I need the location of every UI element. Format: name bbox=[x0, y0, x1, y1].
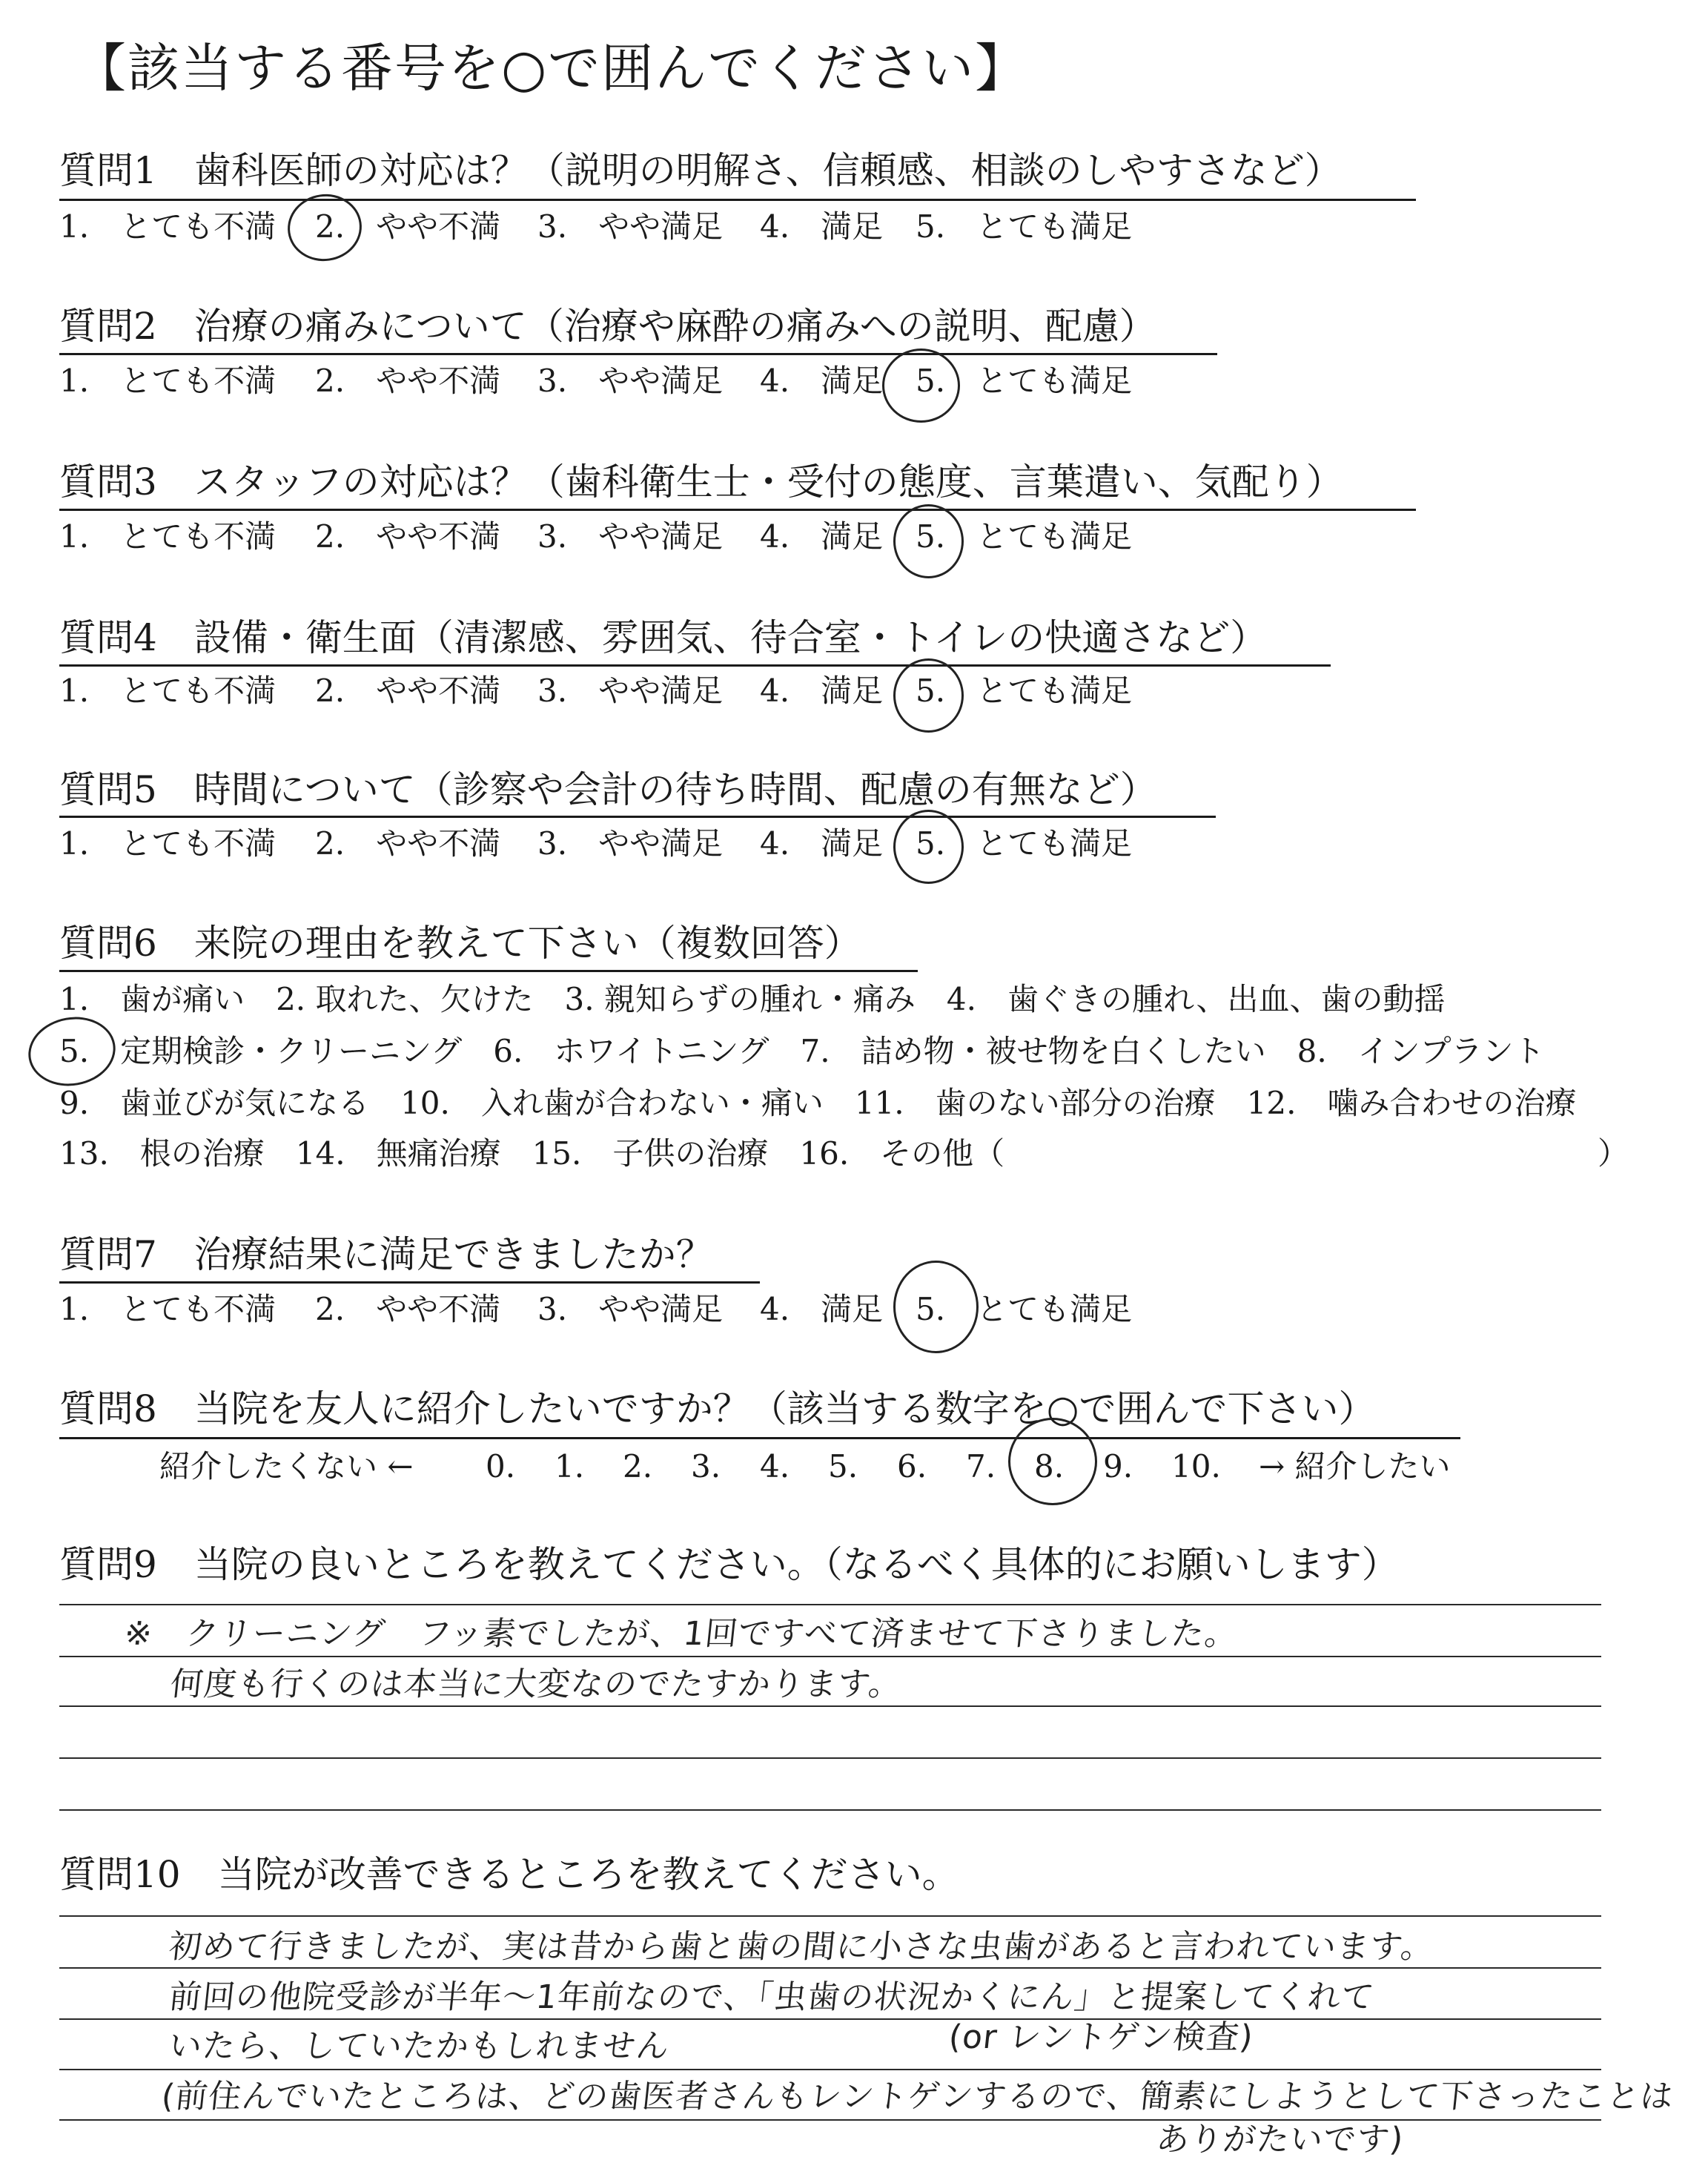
q6-row-1[interactable]: 1. 歯が痛い 2. 取れた、欠けた 3. 親知らずの腫れ・痛み 4. 歯ぐきの腫れ、出血、歯の動揺 bbox=[59, 981, 1446, 1017]
q9-answer-line-5 bbox=[59, 1809, 1601, 1811]
q8-scale-3[interactable]: 3. bbox=[691, 1448, 721, 1484]
q10-answer-line-4 bbox=[59, 2069, 1601, 2070]
q5-option-4[interactable]: 4. 満足 bbox=[760, 825, 884, 862]
q8-left-label: 紹介したくない ← bbox=[159, 1448, 414, 1484]
q10-answer-text-3: いたら、していたかもしれません bbox=[167, 2027, 672, 2065]
q7-option-5[interactable]: 5. とても満足 bbox=[916, 1291, 1133, 1327]
q6-row-3[interactable]: 9. 歯並びが気になる 10. 入れ歯が合わない・痛い 11. 歯のない部分の治療 12. 噛み合わせの治療 bbox=[59, 1085, 1577, 1121]
q9-answer-text-2: 何度も行くのは本当に大変なのでたすかります。 bbox=[168, 1665, 904, 1703]
question-5-title: 質問5 時間について（診察や会計の待ち時間、配慮の有無など） bbox=[59, 768, 1157, 811]
q3-option-5[interactable]: 5. とても満足 bbox=[916, 518, 1133, 555]
q9-answer-line-2 bbox=[59, 1656, 1601, 1657]
q8-scale-8[interactable]: 8. bbox=[1034, 1448, 1065, 1484]
question-1-underline bbox=[59, 199, 1416, 201]
question-9-title: 質問9 当院の良いところを教えてください。（なるべく具体的にお願いします） bbox=[59, 1543, 1399, 1586]
q8-scale-4[interactable]: 4. bbox=[760, 1448, 790, 1484]
q10-answer-text-4: (or レントゲン検査) bbox=[947, 2018, 1256, 2056]
q7-option-1[interactable]: 1. とても不満 bbox=[59, 1291, 277, 1327]
page-title: 【該当する番号を○で囲んでください】 bbox=[74, 38, 1029, 99]
question-10-title: 質問10 当院が改善できるところを教えてください。 bbox=[59, 1853, 959, 1896]
q3-option-2[interactable]: 2. やや不満 bbox=[315, 518, 501, 555]
q8-scale-5[interactable]: 5. bbox=[828, 1448, 858, 1484]
q5-option-2[interactable]: 2. やや不満 bbox=[315, 825, 501, 862]
q7-option-2[interactable]: 2. やや不満 bbox=[315, 1291, 501, 1327]
question-3-underline bbox=[59, 509, 1416, 511]
q5-selection-circle bbox=[893, 810, 964, 884]
question-1-title: 質問1 歯科医師の対応は？（説明の明解さ、信頼感、相談のしやすさなど） bbox=[59, 149, 1342, 192]
q7-option-3[interactable]: 3. やや満足 bbox=[537, 1291, 724, 1327]
q8-scale-6[interactable]: 6. bbox=[897, 1448, 927, 1484]
q10-answer-line-3 bbox=[59, 2018, 1601, 2020]
q8-scale-10[interactable]: 10. bbox=[1171, 1448, 1221, 1484]
q2-option-5[interactable]: 5. とても満足 bbox=[916, 363, 1133, 399]
q6-selection-circle bbox=[23, 1010, 121, 1092]
q1-option-1[interactable]: 1. とても不満 bbox=[59, 208, 277, 245]
question-6-underline bbox=[59, 970, 918, 972]
q8-scale-9[interactable]: 9. bbox=[1103, 1448, 1133, 1484]
q2-option-4[interactable]: 4. 満足 bbox=[760, 363, 884, 399]
q2-option-1[interactable]: 1. とても不満 bbox=[59, 363, 277, 399]
q4-option-4[interactable]: 4. 満足 bbox=[760, 673, 884, 709]
q9-answer-line-4 bbox=[59, 1757, 1601, 1759]
question-4-title: 質問4 設備・衛生面（清潔感、雰囲気、待合室・トイレの快適さなど） bbox=[59, 616, 1268, 659]
q1-option-4[interactable]: 4. 満足 bbox=[760, 208, 884, 245]
q2-option-3[interactable]: 3. やや満足 bbox=[537, 363, 724, 399]
q2-selection-circle bbox=[882, 349, 960, 423]
q4-option-5[interactable]: 5. とても満足 bbox=[916, 673, 1133, 709]
q9-answer-line-1 bbox=[59, 1604, 1601, 1605]
q10-answer-text-6: ありがたいです) bbox=[1154, 2121, 1406, 2159]
q5-option-3[interactable]: 3. やや満足 bbox=[537, 825, 724, 862]
q5-option-1[interactable]: 1. とても不満 bbox=[59, 825, 277, 862]
question-2-underline bbox=[59, 353, 1217, 355]
q7-selection-circle bbox=[893, 1261, 979, 1353]
q10-answer-line-1 bbox=[59, 1915, 1601, 1917]
q5-option-5[interactable]: 5. とても満足 bbox=[916, 825, 1133, 862]
question-3-title: 質問3 スタッフの対応は？（歯科衛生士・受付の態度、言葉遣い、気配り） bbox=[59, 460, 1343, 503]
q8-right-label: → 紹介したい bbox=[1259, 1448, 1451, 1484]
question-5-underline bbox=[59, 816, 1216, 818]
q3-selection-circle bbox=[893, 504, 964, 578]
question-6-title: 質問6 来院の理由を教えて下さい（複数回答） bbox=[59, 922, 861, 965]
q1-option-5[interactable]: 5. とても満足 bbox=[916, 208, 1133, 245]
q4-option-2[interactable]: 2. やや不満 bbox=[315, 673, 501, 709]
q4-selection-circle bbox=[893, 658, 964, 733]
q9-answer-line-3 bbox=[59, 1705, 1601, 1707]
q3-option-3[interactable]: 3. やや満足 bbox=[537, 518, 724, 555]
q6-other-close-paren: ） bbox=[1598, 1135, 1629, 1172]
q7-option-4[interactable]: 4. 満足 bbox=[760, 1291, 884, 1327]
q1-option-2[interactable]: 2. やや不満 bbox=[315, 208, 501, 245]
q10-answer-line-2 bbox=[59, 1967, 1601, 1969]
q8-scale-7[interactable]: 7. bbox=[966, 1448, 996, 1484]
q8-scale-1[interactable]: 1. bbox=[555, 1448, 585, 1484]
q8-scale-0[interactable]: 0. bbox=[486, 1448, 516, 1484]
q10-answer-text-1: 初めて行きましたが、実は昔から歯と歯の間に小さな虫歯があると言われています。 bbox=[167, 1928, 1437, 1966]
q8-scale-2[interactable]: 2. bbox=[623, 1448, 653, 1484]
question-7-title: 質問7 治療結果に満足できましたか？ bbox=[59, 1233, 713, 1276]
q10-answer-text-2: 前回の他院受診が半年～1年前なので、「虫歯の状況かくにん」と提案してくれて bbox=[167, 1978, 1377, 2016]
q10-answer-text-5: (前住んでいたところは、どの歯医者さんもレントゲンするので、簡素にしようとして下さったことは bbox=[159, 2078, 1676, 2116]
q8-selection-circle bbox=[1008, 1418, 1097, 1505]
q3-option-1[interactable]: 1. とても不満 bbox=[59, 518, 277, 555]
question-8-underline bbox=[59, 1437, 1460, 1439]
question-7-underline bbox=[59, 1281, 760, 1284]
question-4-underline bbox=[59, 664, 1331, 667]
q6-row-4[interactable]: 13. 根の治療 14. 無痛治療 15. 子供の治療 16. その他（ bbox=[59, 1135, 1005, 1172]
question-2-title: 質問2 治療の痛みについて（治療や麻酔の痛みへの説明、配慮） bbox=[59, 305, 1156, 348]
q3-option-4[interactable]: 4. 満足 bbox=[760, 518, 884, 555]
q1-option-3[interactable]: 3. やや満足 bbox=[537, 208, 724, 245]
q9-answer-text-1: ※ クリーニング フッ素でしたが、1回ですべて済ませて下さりました。 bbox=[122, 1615, 1240, 1653]
q4-option-1[interactable]: 1. とても不満 bbox=[59, 673, 277, 709]
q2-option-2[interactable]: 2. やや不満 bbox=[315, 363, 501, 399]
q6-row-2[interactable]: 5. 定期検診・クリーニング 6. ホワイトニング 7. 詰め物・被せ物を白くしたい 8. インプラント bbox=[59, 1033, 1545, 1069]
question-8-title: 質問8 当院を友人に紹介したいですか？（該当する数字を○で囲んで下さい） bbox=[59, 1387, 1376, 1430]
q4-option-3[interactable]: 3. やや満足 bbox=[537, 673, 724, 709]
